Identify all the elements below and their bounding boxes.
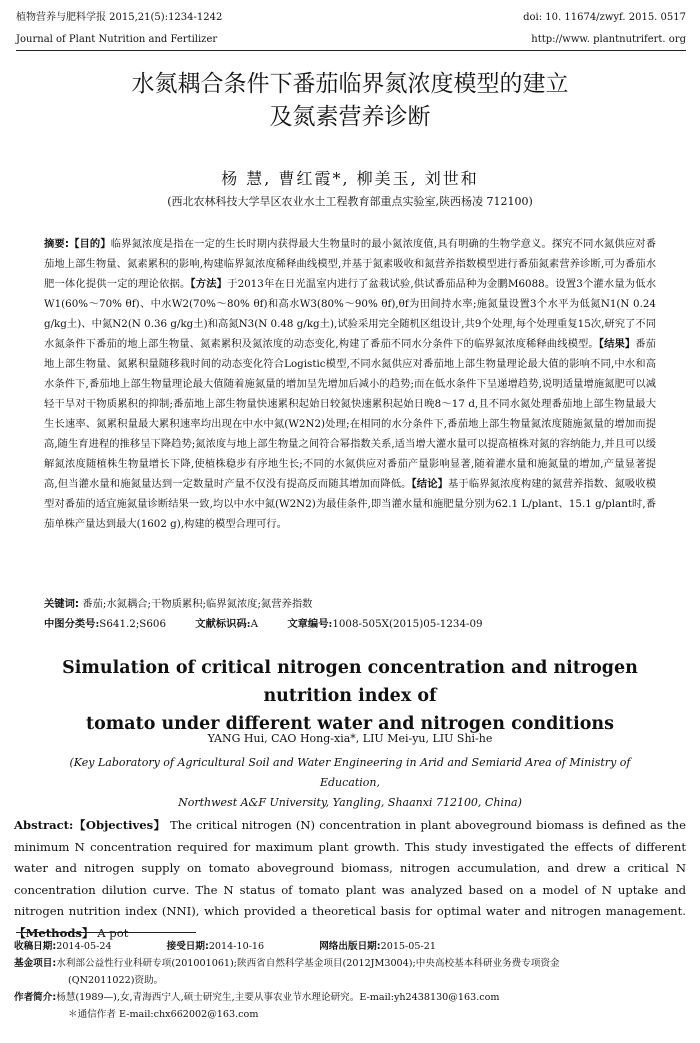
corresponding-row: [14, 1006, 686, 1023]
authors-cn: 杨 慧, 曹红霞*, 柳美玉, 刘世和: [221, 169, 479, 188]
classification-row: [44, 616, 656, 632]
title-cn-line1: 水氮耦合条件下番茄临界氮浓度模型的建立: [131, 71, 569, 97]
footnote-divider: [16, 932, 196, 933]
accepted-date: 2014-10-16: [208, 941, 265, 952]
doi[interactable]: doi: 10. 11674/zwyf. 2015. 0517: [523, 12, 686, 23]
title-cn: [20, 68, 680, 134]
title-en-line1: Simulation of critical nitrogen concentration and nitrogen nutrition index of: [62, 658, 638, 706]
affiliation-cn: (西北农林科技大学旱区农业水土工程教育部重点实验室,陕西杨凌 712100): [167, 195, 533, 208]
abstract-en: [14, 815, 686, 944]
author-bio-row: [14, 989, 686, 1006]
footnotes: [14, 938, 686, 1023]
clc-value: S641.2;S606: [99, 618, 167, 630]
received-date: 2014-05-24: [56, 941, 112, 952]
corresponding-email[interactable]: ＊通信作者 E-mail:chx662002@163.com: [68, 1009, 259, 1020]
title-en-line2: tomato under different water and nitrogen conditions: [86, 714, 614, 734]
funding-text-2: (QN2011022)资助。: [68, 975, 164, 986]
abstract-en-text: The critical nitrogen (N) concentration in plant aboveground biomass is defined as the minimum N concentration required for maximum plant growth. This study investigated the effects of different water and nitrogen supply on tomato aboveground biomass, nitrogen accumulation, and drew a critical N concentration dilution curve. The N status of tomato plant was analyzed based on a model of N uptake and nitrogen nutrition index (NNI), which provided a theoretical basis for optimal water and nitrogen management.: [14, 818, 686, 918]
abstract-cn: [44, 234, 656, 534]
results-cn-label: 【结果】: [598, 338, 636, 350]
journal-url[interactable]: http://www. plantnutrifert. org: [531, 34, 686, 45]
methods-en-text: A pot: [97, 925, 129, 940]
funding-row-cont: [14, 972, 686, 989]
accepted-label: 接受日期:: [166, 941, 209, 952]
results-cn-text: 番茄地上部生物量、氮累积量随移栽时间的动态变化符合Logistic模型,不同水氮供应对番茄地上部生物量理论最大值的影响不同,中水和高水条件下,番茄地上部生物量理论最大值随着施氮量的增加呈先增加后减小的趋势;而在低水条件下呈递增趋势,说明适量增施氮肥可以减轻干旱对干物质累积的抑制;番茄地上部生物量快速累积起始日较氮快速累积起始日晚8～17 d,且不同水氮处理番茄地上部生物量最大生长速率、氮累积量最大累积速率均出现在中水中氮(W2N2)处理;在相同的水分条件下,番茄地上部生物量氮浓度随施氮量的增加而提高,随生育进程的推移呈下降趋势;氮浓度与地上部生物量之间符合幂指数关系,适当增大灌水量可以提高植株对氮的容纳能力,并且可以缓解氮浓度随植株生物量增长下降,使植株稳步有序地生长;不同的水氮供应对番茄产量影响显著,随着灌水量和施氮量的增加,产量显著提高,但当灌水量和施氮量达到一定数量时产量不仅没有提高反而随其增加而降低。: [44, 338, 656, 490]
online-date: 2015-05-21: [380, 941, 436, 952]
keywords-text: 番茄;水氮耦合;干物质累积;临界氮浓度;氮营养指数: [82, 598, 313, 610]
journal-citation-cn: 植物营养与肥料学报 2015,21(5):1234-1242: [16, 12, 223, 23]
abstract-cn-label: 摘要:: [44, 238, 69, 250]
affiliation-en-line2: Northwest A&F University, Yangling, Shaanxi 712100, China): [178, 796, 522, 809]
header-divider: [16, 50, 686, 51]
methods-en-label: 【Methods】: [14, 925, 94, 940]
methods-cn-text: 于2013年在日光温室内进行了盆栽试验,供试番茄品种为金鹏M6088。设置3个灌水量为低水W1(60%～70% θf)、中水W2(70%～80% θf)和高水W3(80%～90% θf),θf为田间持水率;施氮量设置3个水平为低氮N1(N 0.24 g/kg土)、中氮N2(N 0.36 g/kg土)和高氮N3(N 0.48 g/kg土),试验采用完全随机区组设计,共9个处理,每个处理重复15次,研究了不同水氮条件下番茄的地上部生物量、氮素累积及氮浓度的动态变化,构建了番茄不同水分条件下的临界氮浓度稀释曲线模型。: [44, 278, 656, 350]
funding-row: [14, 955, 686, 972]
doc-code-value: A: [250, 618, 259, 630]
article-no-value: 1008-505X(2015)05-1234-09: [332, 618, 483, 630]
keywords-cn: [44, 596, 656, 612]
authors-en: YANG Hui, CAO Hong-xia*, LIU Mei-yu, LIU Shi-he: [207, 732, 493, 745]
affiliation-en-line1: (Key Laboratory of Agricultural Soil and Water Engineering in Arid and Semiarid Area of Ministry of Education,: [69, 756, 631, 789]
funding-text-1: 水利部公益性行业科研专项(201001061);陕西省自然科学基金项目(2012JM3004);中央高校基本科研业务费专项资金: [56, 958, 560, 969]
author-bio-text: 杨慧(1989—),女,青海西宁人,硕士研究生,主要从事农业节水理论研究。E-mail:yh2438130@163.com: [56, 992, 500, 1003]
objectives-cn-text: 临界氮浓度是指在一定的生长时期内获得最大生物量时的最小氮浓度值,具有明确的生物学意义。探究不同水氮供应对番茄地上部生物量、氮素累积的影响,构建临界氮浓度稀释曲线模型,并基于氮素吸收和氮营养指数模型进行番茄氮素营养诊断,可为番茄水肥一体化提供一定的理论依据。: [44, 238, 656, 290]
doc-code-label: 文献标识码:: [195, 618, 251, 630]
online-label: 网络出版日期:: [319, 941, 381, 952]
author-bio-label: 作者简介:: [14, 992, 57, 1003]
title-cn-line2: 及氮素营养诊断: [269, 104, 431, 130]
objectives-en-label: 【Objectives】: [73, 818, 166, 832]
article-no-label: 文章编号:: [287, 618, 333, 630]
methods-cn-label: 【方法】: [190, 278, 228, 290]
conclusion-cn-label: 【结论】: [411, 478, 449, 490]
conclusion-cn-text: 基于临界氮浓度构建的氮营养指数、氮吸收模型对番茄的适宜施氮量诊断结果一致,均以中水中氮(W2N2)为最佳条件,即当灌水量和施肥量分别为62.1 L/plant、15.1 g/plant时,番茄单株产量达到最大(1602 g),构建的模型合理可行。: [44, 478, 656, 530]
title-en: [20, 654, 680, 738]
received-label: 收稿日期:: [14, 941, 57, 952]
objectives-cn-label: 【目的】: [68, 238, 111, 250]
affiliation-en: [40, 753, 660, 813]
clc-label: 中图分类号:: [44, 618, 100, 630]
funding-label: 基金项目:: [14, 958, 57, 969]
keywords-label: 关键词:: [44, 598, 80, 610]
abstract-en-label: Abstract:: [14, 818, 74, 832]
journal-name-en: Journal of Plant Nutrition and Fertilizer: [16, 34, 218, 45]
dates-row: [14, 938, 686, 955]
